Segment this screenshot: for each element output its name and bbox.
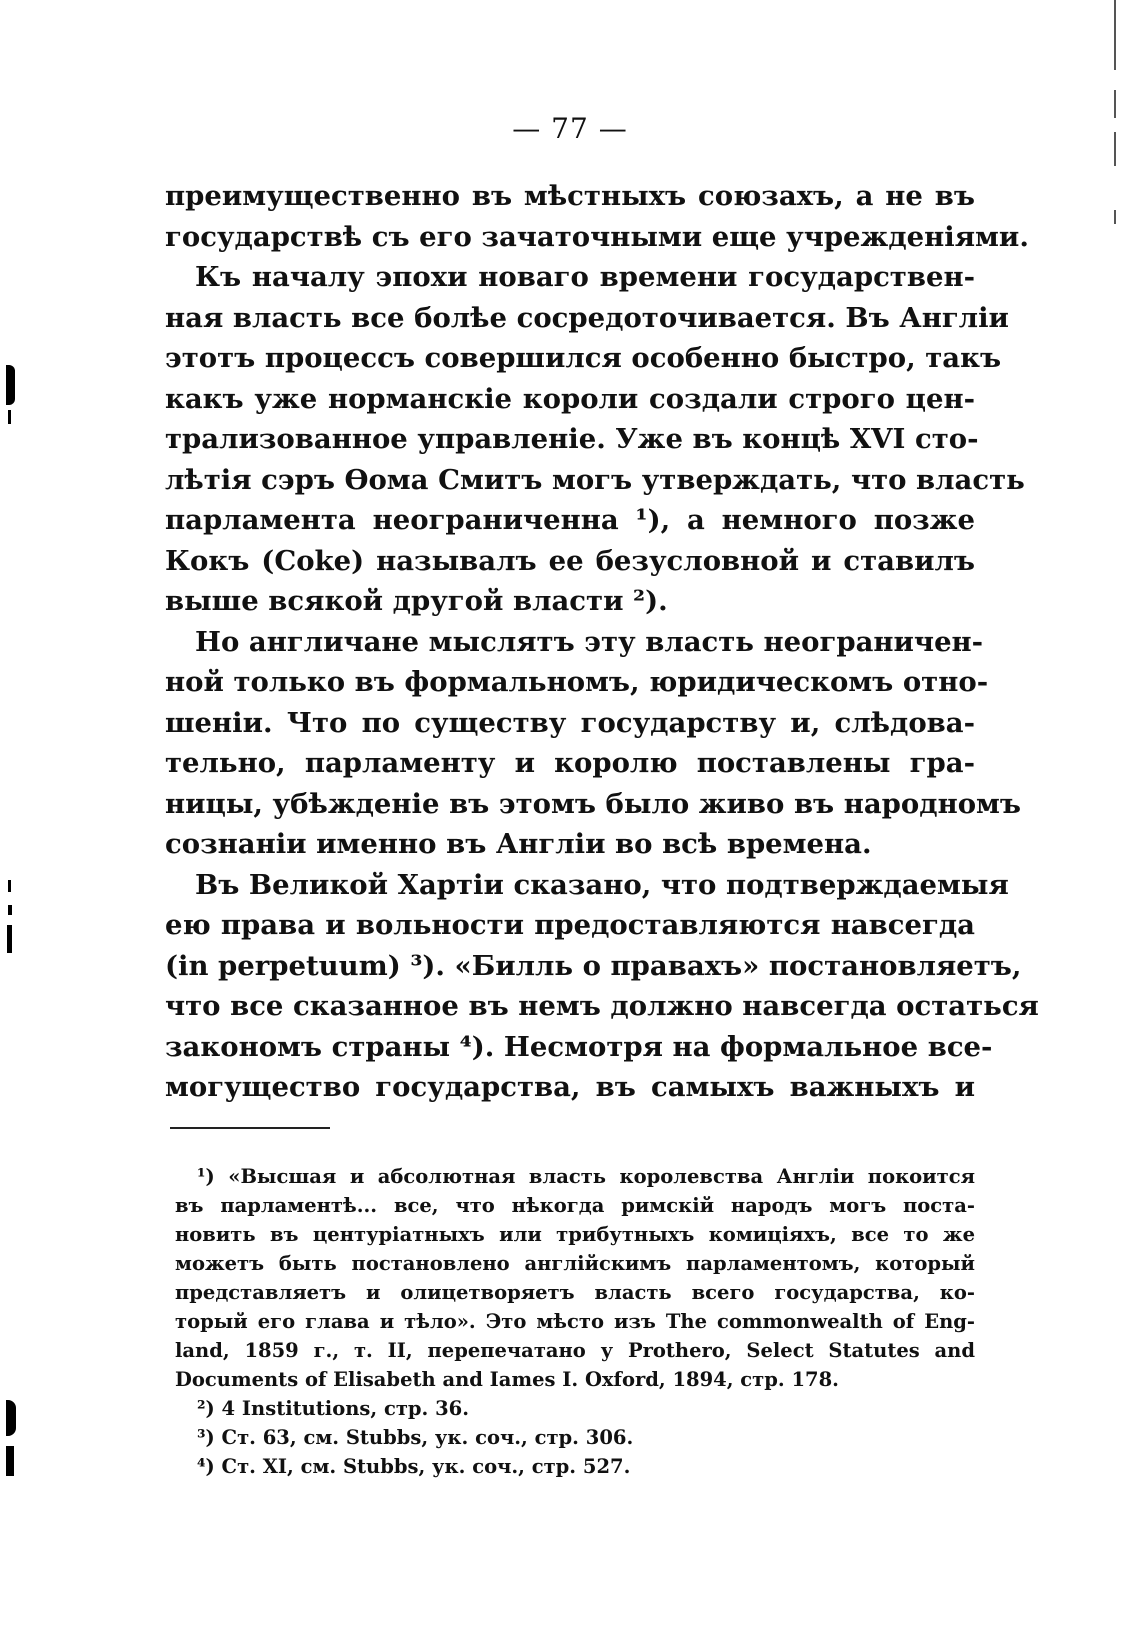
body-line: тельно, парламенту и королю поставлены гра-: [165, 747, 975, 779]
body-line: парламента неограниченна ¹), а немного позже: [165, 504, 975, 536]
scan-mark: [8, 410, 11, 424]
footnote-line: представляетъ и олицетворяетъ власть всего государства, ко-: [175, 1281, 975, 1304]
footnote-line: торый его глава и тѣло». Это мѣсто изъ The commonwealth of Eng-: [175, 1310, 975, 1333]
scan-mark: [7, 925, 12, 953]
footnote-line: ³) Ст. 63, см. Stubbs, ук. соч., стр. 306.: [197, 1426, 634, 1449]
scan-mark: [8, 905, 12, 915]
body-line: какъ уже норманскіе короли создали строго цен-: [165, 382, 975, 415]
body-line: преимущественно въ мѣстныхъ союзахъ, а не въ: [165, 180, 975, 212]
body-line: Въ Великой Хартіи сказано, что подтверждаемыя: [195, 868, 1009, 901]
body-line: ницы, убѣжденіе въ этомъ было живо въ народномъ: [165, 787, 1022, 820]
footnote-line: ⁴) Ст. XI, см. Stubbs, ук. соч., стр. 527.: [197, 1455, 631, 1478]
body-line: что все сказанное въ немъ должно навсегда остаться: [165, 990, 1039, 1022]
body-line: этотъ процессъ совершился особенно быстро, такъ: [165, 342, 1002, 374]
footnote-separator: [170, 1127, 330, 1129]
page-number: — 77 —: [512, 112, 628, 145]
footnote-line: въ парламентѣ... все, что нѣкогда римскій народъ могъ поста-: [175, 1194, 975, 1217]
body-text: [165, 176, 1039, 1108]
footnotes: [175, 1162, 975, 1481]
body-line: Къ началу эпохи новаго времени государствен-: [195, 261, 975, 293]
body-line: ной только въ формальномъ, юридическомъ отно-: [165, 666, 989, 698]
footnote-line: можетъ быть постановлено англійскимъ парламентомъ, который: [175, 1252, 975, 1275]
scan-mark: [6, 1446, 14, 1476]
body-line: ная власть все болѣе сосредоточивается. Въ Англіи: [165, 301, 1009, 334]
body-line: выше всякой другой власти ²).: [165, 585, 668, 617]
footnote-line: ²) 4 Institutions, стр. 36.: [197, 1397, 470, 1420]
footnote-line: land, 1859 г., т. II, перепечатано у Prothero, Select Statutes and: [175, 1339, 975, 1362]
body-line: государствѣ съ его зачаточными еще учрежденіями.: [165, 220, 1029, 253]
body-line: шеніи. Что по существу государству и, слѣдова-: [165, 706, 975, 739]
body-line: закономъ страны ⁴). Несмотря на формальное все-: [165, 1030, 993, 1063]
body-line: сознаніи именно въ Англіи во всѣ времена.: [165, 828, 872, 860]
footnote-line: Documents of Elisabeth and Iames I. Oxford, 1894, стр. 178.: [175, 1368, 839, 1391]
body-line: лѣтія сэръ Ѳома Смитъ могъ утверждать, что власть: [165, 463, 1025, 496]
footnote-line: ¹) «Высшая и абсолютная власть королевства Англіи покоится: [197, 1165, 975, 1188]
binding-edge: [1114, 0, 1116, 70]
body-line: могущество государства, въ самыхъ важныхъ и: [165, 1071, 975, 1103]
scan-mark: [6, 365, 15, 405]
scan-mark: [8, 880, 11, 892]
binding-edge: [1114, 210, 1116, 224]
scan-mark: [6, 1400, 16, 1436]
footnote-line: новить въ центуріатныхъ или трибутныхъ комиціяхъ, все то же: [175, 1223, 975, 1246]
body-line: ею права и вольности предоставляются навсегда: [165, 909, 975, 941]
body-line: трализованное управленіе. Уже въ концѣ XVI сто-: [165, 423, 979, 455]
binding-edge: [1114, 132, 1116, 166]
body-line: Но англичане мыслятъ эту власть неограничен-: [195, 625, 984, 658]
binding-edge: [1114, 90, 1116, 118]
body-line: Кокъ (Coke) называлъ ее безусловной и ставилъ: [165, 544, 975, 577]
body-line: (in perpetuum) ³). «Билль о правахъ» постановляетъ,: [165, 949, 1022, 982]
